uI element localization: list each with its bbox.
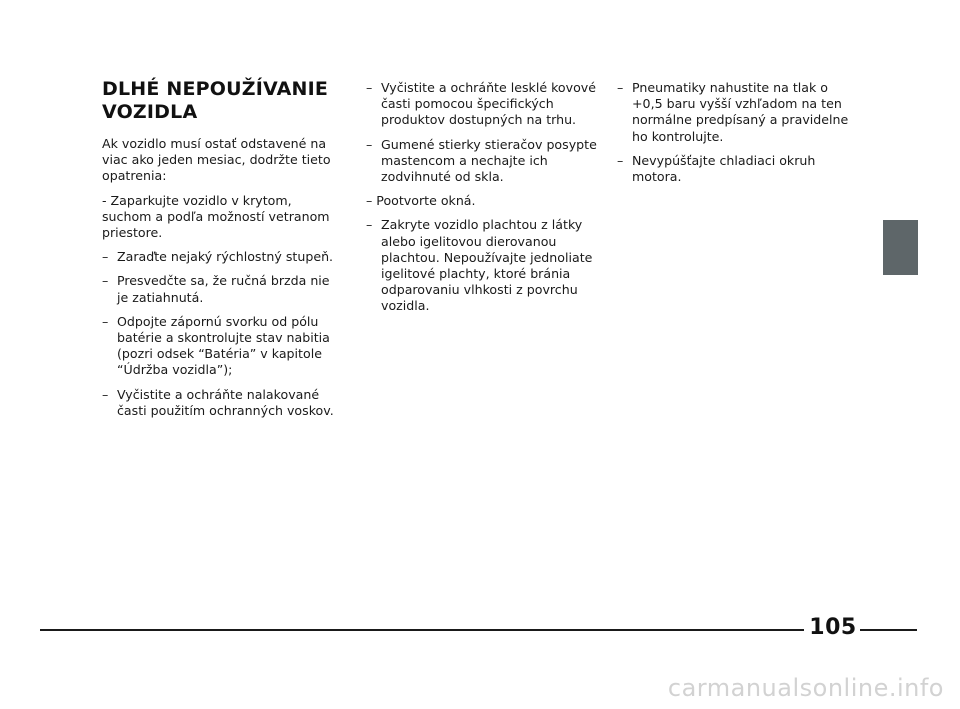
list-item-text: Vyčistite a ochráňte lesklé kovové časti pomocou špecifických produktov dostupných na trhu.: [381, 80, 596, 128]
list-item: [366, 217, 602, 314]
list-item-text: Pneumatiky nahustite na tlak o +0,5 baru vyšší vzhľadom na ten normálne predpísaný a pravidelne ho kontrolujte.: [632, 80, 849, 144]
section-heading: [102, 78, 334, 124]
right-column: [617, 80, 857, 193]
list-item: [366, 137, 602, 186]
footer-rule-left: [40, 629, 804, 631]
list-item: [617, 80, 857, 145]
intro-paragraph: Ak vozidlo musí ostať odstavené na viac ako jeden mesiac, dodržte tieto opatrenia:: [102, 136, 331, 184]
list-item: – Pootvorte okná.: [366, 193, 476, 209]
list-item-text: Gumené stierky stieračov posypte mastencom a nechajte ich zodvihnuté od skla.: [381, 136, 597, 185]
list-dash: –: [617, 152, 624, 168]
list-dash: –: [366, 217, 373, 233]
middle-column: [366, 80, 602, 323]
list-item-text: Odpojte zápornú svorku od pólu batérie a skontrolujte stav nabitia (pozri odsek “Batéria” v kapitole “Údržba vozidla”);: [117, 313, 330, 378]
heading-line-1: DLHÉ NEPOUŽÍVANIE: [102, 78, 329, 100]
watermark: carmanualsonline.info: [667, 674, 944, 702]
list-dash: –: [366, 136, 373, 152]
list-item: [102, 387, 334, 419]
left-column: [102, 78, 334, 427]
list-item: [102, 273, 334, 305]
list-item-text: Nevypúšťajte chladiaci okruh motora.: [632, 152, 816, 185]
list-item-text: Vyčistite a ochráňte nalakované časti použitím ochranných voskov.: [117, 386, 334, 418]
list-dash: –: [617, 80, 624, 95]
list-dash: –: [102, 273, 109, 289]
list-item: [102, 314, 334, 379]
chapter-tab-marker: [883, 220, 918, 275]
list-dash: –: [102, 313, 109, 329]
page-number: 105: [809, 615, 857, 640]
list-dash: –: [102, 386, 109, 402]
list-dash: –: [366, 80, 373, 95]
list-item: [102, 249, 334, 265]
list-item: [617, 153, 857, 185]
list-item: [366, 80, 602, 129]
list-item-text: Zaraďte nejaký rýchlostný stupeň.: [117, 249, 334, 265]
heading-line-2: VOZIDLA: [102, 101, 198, 123]
footer-rule-right: [860, 629, 917, 631]
park-instruction: - Zaparkujte vozidlo v krytom, suchom a podľa možností vetranom priestore.: [102, 192, 330, 241]
list-item-text: Zakryte vozidlo plachtou z látky alebo igelitovou dierovanou plachtou. Nepoužívajte jednoliate igelitové plachty, ktoré bránia odparovaniu vlhkosti z povrchu vozidla.: [381, 217, 593, 314]
list-item-text: Presvedčte sa, že ručná brzda nie je zatiahnutá.: [117, 273, 330, 305]
list-dash: –: [102, 249, 109, 265]
